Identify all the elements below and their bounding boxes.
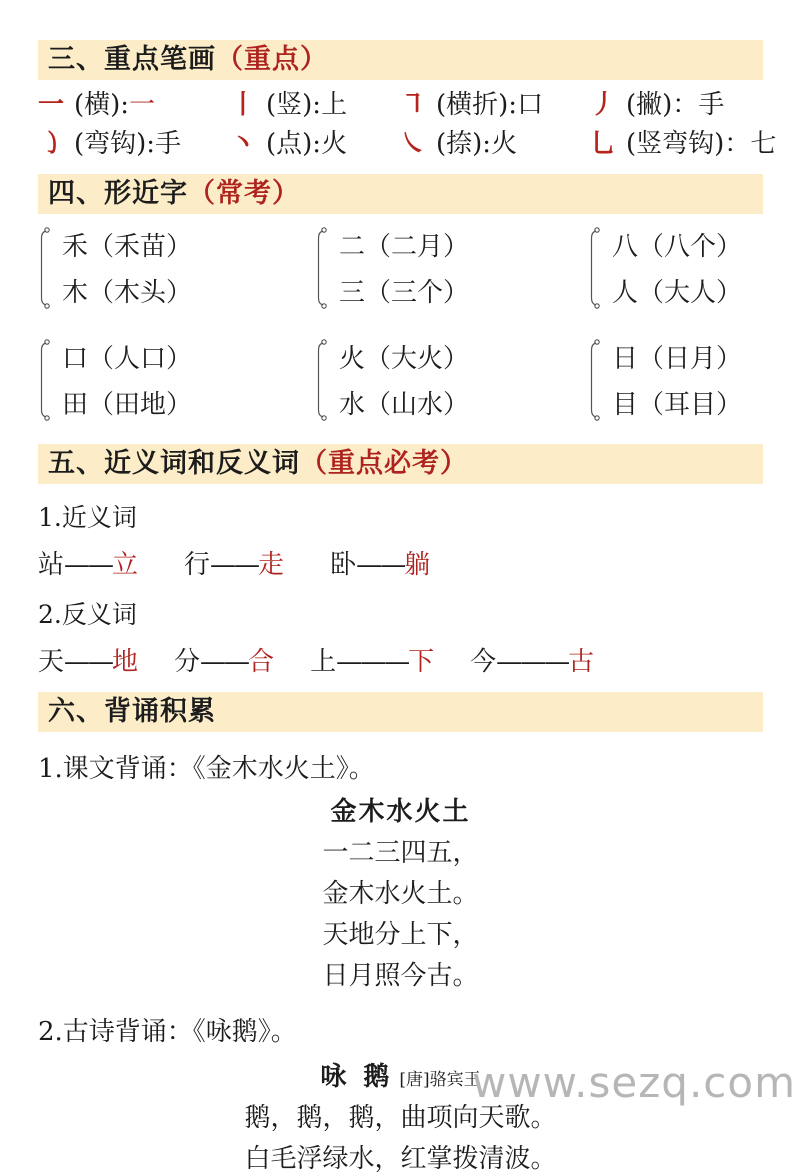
word-pair: 今———古 bbox=[470, 647, 595, 678]
dash: —— bbox=[210, 550, 259, 581]
recite-intro-1: 1.课文背诵：《金木水火土》。 bbox=[38, 754, 375, 785]
poem-line: 日月照今古。 bbox=[322, 961, 479, 992]
stroke-symbol: 一 bbox=[38, 90, 65, 120]
similar-pair: 口（人口） bbox=[62, 344, 193, 375]
poem-line: 白毛浮绿水，红掌拨清波。 bbox=[244, 1144, 557, 1174]
stroke-name: (横): bbox=[74, 90, 130, 120]
stroke-item-wangou bbox=[38, 129, 230, 160]
similar-pair: 禾（禾苗） bbox=[62, 232, 193, 263]
poem-title: 咏 鹅 bbox=[320, 1062, 394, 1093]
similar-pair: 二（二月） bbox=[339, 232, 470, 263]
similar-group bbox=[315, 338, 588, 426]
stroke-example: 七 bbox=[750, 129, 777, 160]
section-header-strokes bbox=[38, 40, 763, 80]
similar-pair: 人（大人） bbox=[612, 277, 743, 308]
word-pair: 行——走 bbox=[184, 550, 285, 581]
group-bracket-icon bbox=[315, 226, 329, 314]
similar-group bbox=[38, 226, 315, 314]
word-pair: 站——立 bbox=[38, 550, 139, 581]
stroke-example: 上 bbox=[321, 90, 348, 120]
dash: ——— bbox=[496, 647, 569, 678]
similar-groups-row-1 bbox=[38, 226, 763, 314]
stroke-symbol: 丶 bbox=[230, 129, 257, 160]
recite-intro-2: 2.古诗背诵：《咏鹅》。 bbox=[38, 1017, 297, 1048]
synonym-pairs bbox=[38, 544, 763, 581]
section-header-similar bbox=[38, 174, 763, 214]
word-pair: 上———下 bbox=[310, 647, 435, 678]
stroke-name: (捺): bbox=[436, 129, 492, 160]
stroke-name: (撇)： bbox=[626, 90, 699, 120]
similar-pair: 目（耳目） bbox=[612, 389, 743, 420]
section-title: 四、形近字 bbox=[48, 178, 188, 210]
poem-title: 金木水火土 bbox=[330, 797, 471, 828]
word-pair: 卧——躺 bbox=[330, 550, 431, 581]
similar-pair: 八（八个） bbox=[612, 232, 743, 263]
poem-line: 鹅，鹅，鹅，曲项向天歌。 bbox=[244, 1103, 557, 1134]
similar-group bbox=[588, 338, 763, 426]
similar-groups-row-2 bbox=[38, 338, 763, 426]
strokes-grid bbox=[38, 80, 777, 174]
stroke-name: (竖): bbox=[266, 90, 322, 120]
word-pair: 分——合 bbox=[174, 647, 275, 678]
stroke-symbol: 丿 bbox=[590, 90, 617, 120]
stroke-example: 手 bbox=[698, 90, 725, 120]
poem-line: 天地分上下， bbox=[322, 920, 479, 951]
similar-group bbox=[315, 226, 588, 314]
stroke-name: (点): bbox=[266, 129, 322, 160]
stroke-item-pie bbox=[590, 90, 776, 121]
dash: —— bbox=[356, 550, 405, 581]
stroke-example: 一 bbox=[129, 90, 156, 120]
similar-pair: 水（山水） bbox=[339, 389, 470, 420]
stroke-item-hengzhe bbox=[400, 90, 590, 121]
section-title: 六、背诵积累 bbox=[48, 696, 216, 728]
stroke-example: 火 bbox=[491, 129, 518, 160]
stroke-symbol: 乚 bbox=[590, 129, 617, 160]
section-title: 三、重点笔画 bbox=[48, 44, 216, 75]
antonyms-subhead: 2.反义词 bbox=[38, 600, 137, 630]
poem-author: [唐]骆宾王 bbox=[399, 1070, 481, 1091]
similar-pair: 田（田地） bbox=[62, 389, 193, 420]
section-header-recite bbox=[38, 692, 763, 732]
similar-group bbox=[588, 226, 763, 314]
watermark: www.sezq.com bbox=[471, 1058, 796, 1107]
similar-pair: 木（木头） bbox=[62, 277, 193, 308]
similar-pair: 日（日月） bbox=[612, 344, 743, 375]
group-bracket-icon bbox=[38, 338, 52, 426]
similar-pair: 火（大火） bbox=[339, 344, 470, 375]
group-bracket-icon bbox=[588, 226, 602, 314]
similar-pair: 三（三个） bbox=[339, 277, 470, 308]
stroke-item-dian bbox=[230, 129, 400, 160]
dash: —— bbox=[64, 647, 113, 678]
dash: ——— bbox=[336, 647, 409, 678]
stroke-example: 口 bbox=[517, 90, 544, 120]
stroke-example: 火 bbox=[321, 129, 348, 160]
stroke-example: 手 bbox=[155, 129, 182, 160]
stroke-name: (横折): bbox=[436, 90, 518, 120]
poem-jinmushuihuotu bbox=[38, 797, 763, 992]
word-pair: 天——地 bbox=[38, 647, 139, 678]
section-header-synonyms bbox=[38, 444, 763, 484]
stroke-item-shuwangou bbox=[590, 129, 776, 160]
synonyms-subhead: 1.近义词 bbox=[38, 503, 137, 533]
poem-line: 一二三四五， bbox=[322, 838, 479, 869]
group-bracket-icon bbox=[588, 338, 602, 426]
group-bracket-icon bbox=[38, 226, 52, 314]
stroke-item-shu bbox=[230, 90, 400, 121]
stroke-item-na bbox=[400, 129, 590, 160]
section-tag: （常考） bbox=[188, 178, 300, 210]
similar-group bbox=[38, 338, 315, 426]
stroke-name: (竖弯钩)： bbox=[626, 129, 751, 160]
dash: —— bbox=[200, 647, 249, 678]
stroke-symbol: 丨 bbox=[230, 90, 257, 120]
section-tag: （重点必考） bbox=[300, 448, 468, 480]
section-tag: （重点） bbox=[216, 44, 328, 75]
stroke-name: (弯钩): bbox=[74, 129, 156, 160]
dash: —— bbox=[64, 550, 113, 581]
section-title: 五、近义词和反义词 bbox=[48, 448, 300, 480]
group-bracket-icon bbox=[315, 338, 329, 426]
stroke-item-heng bbox=[38, 90, 230, 121]
poem-line: 金木水火土。 bbox=[322, 879, 479, 910]
antonym-pairs bbox=[38, 641, 763, 678]
stroke-symbol: ㇏ bbox=[400, 129, 427, 160]
stroke-symbol: ㇕ bbox=[400, 90, 427, 120]
stroke-symbol: ㇁ bbox=[38, 129, 65, 160]
